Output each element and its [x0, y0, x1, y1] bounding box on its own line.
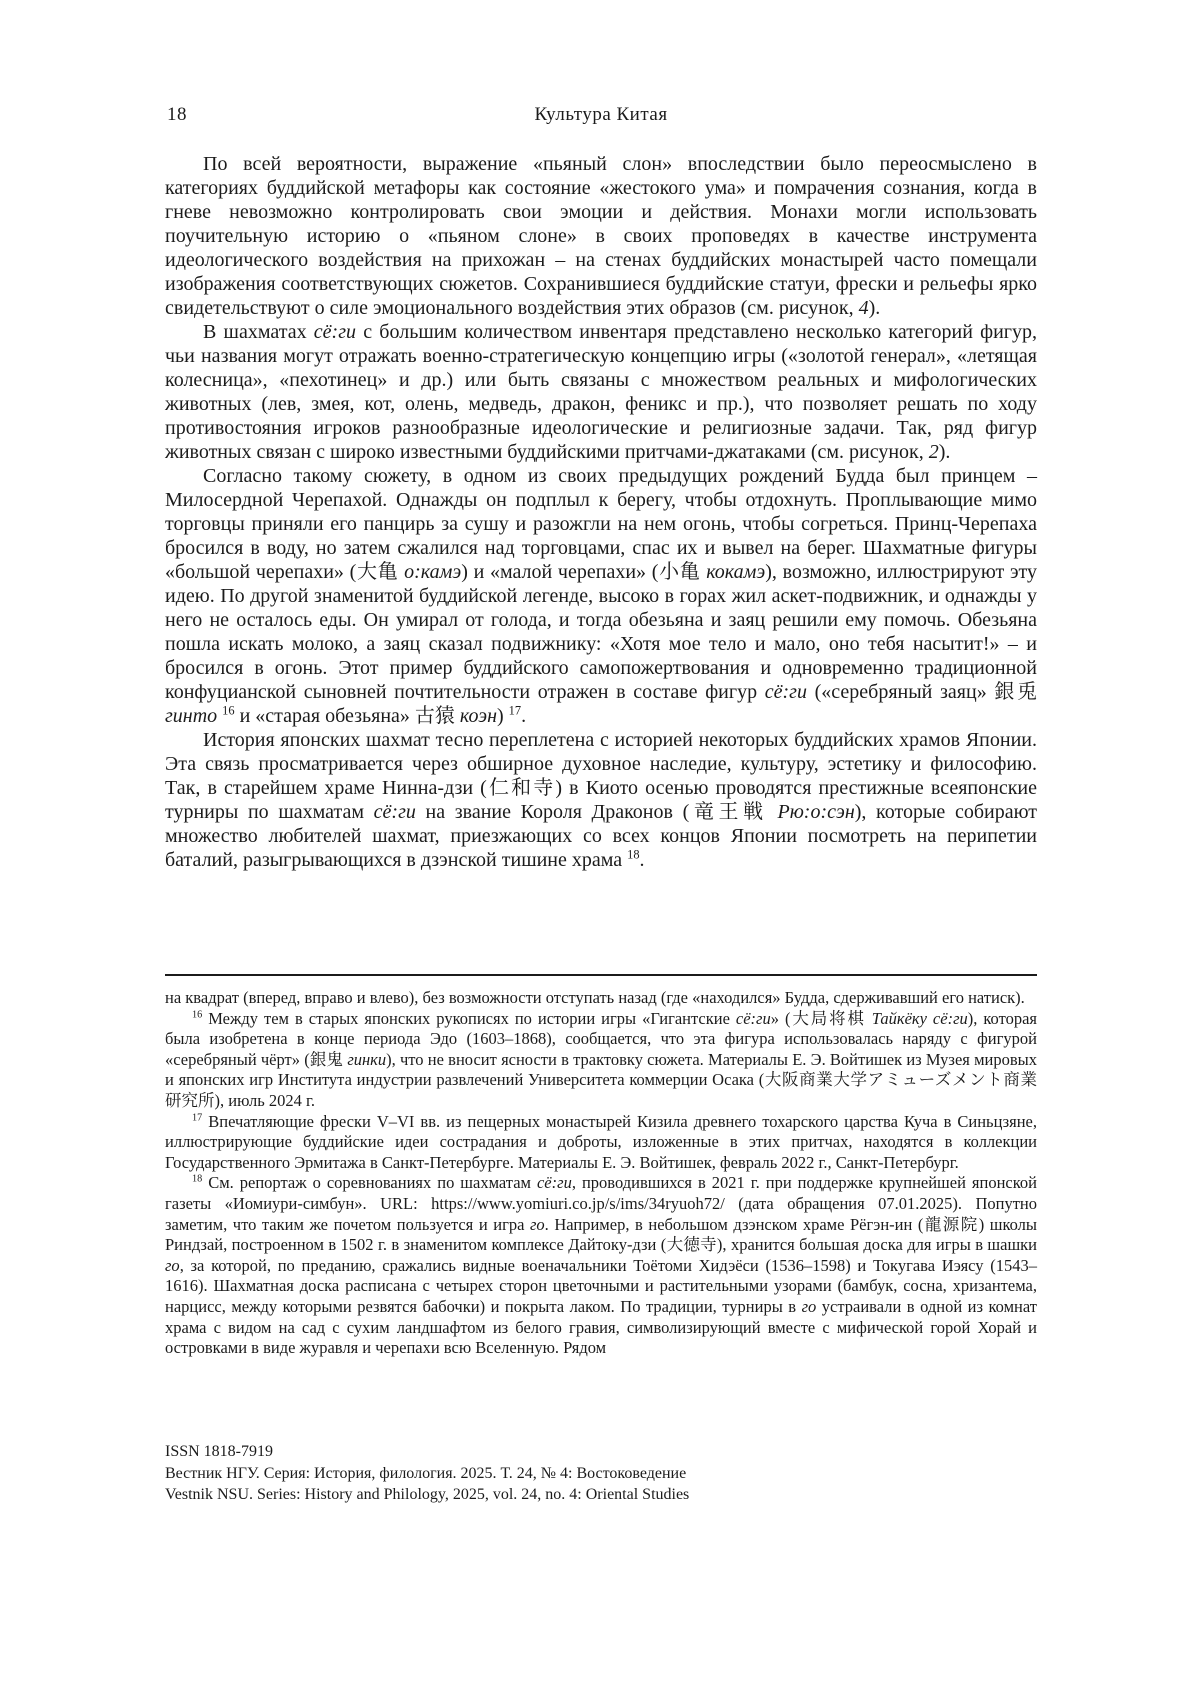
- italic-term: Тайкёку сё:ги: [871, 1008, 968, 1028]
- footer-journal-en: Vestnik NSU. Series: History and Philology, 2025, vol. 24, no. 4: Oriental Studies: [165, 1486, 690, 1503]
- italic-term: го: [165, 1255, 180, 1275]
- italic-term: 2: [928, 441, 939, 463]
- footnote-18: $^{18}$ См. репортаж о соревнованиях по шахматам сё:ги, проводившихся в 2021 г. при поддержке крупнейшей японской газеты «Иомиури-симбун». URL: https://www.yomiuri.co.jp/s/ims/34ryuoh72/ (дата обращения 07.01.2025). Попутно заметим, что таким же почетом пользуется и игра го. Например, в небольшом дзэнском храме Рёгэн-ин (龍源院) школы Риндзай, построенном в 1502 г. в знаменитом комплексе Дайтоку-дзи (大徳寺), хранится большая доска для игры в шашки го, за которой, по преданию, сражались видные военачальники Тоётоми Хидэёси (1536–1598) и Токугава Иэясу (1543–1616). Шахматная доска расписана с четырех сторон цветочными и растительными узорами (бамбук, сосна, хризантема, нарцисс, между которыми резвятся бабочки) и покрыта лаком. По традиции, турниры в го устраивали в одной из комнат храма с видом на сад с сухим ландшафтом из белого гравия, символизирующий вместе с мифической горой Хорай и островками в виде журавля и черепахи всю Вселенную. Рядом: [165, 1173, 1037, 1358]
- body-paragraph: История японских шахмат тесно переплетена с историей некоторых буддийских храмов Японии. Эта связь просматривается через обширное духовное наследие, культуру, эстетику и философию. Так, в старейшем храме Нинна-дзи (仁和寺) в Киото осенью проводятся престижные всеяпонские турниры по шахматам сё:ги на звание Короля Драконов (竜王戦 Рю:о:сэн), которые собирают множество любителей шахмат, приезжающих со всех концов Японии посмотреть на перипетии баталий, разыгрывающихся в дзэнской тишине храма $^{18}$.: [165, 729, 1037, 871]
- footnotes-section: [165, 988, 1037, 1359]
- italic-term: Рю:о:сэн: [777, 801, 855, 823]
- footnote-ref: 17: [192, 1112, 203, 1124]
- page-number: 18: [167, 104, 187, 125]
- footnote-ref: 16: [222, 703, 235, 718]
- footnote-ref: 18: [192, 1173, 203, 1185]
- body-paragraph: В шахматах сё:ги с большим количеством инвентаря представлено несколько категорий фигур, чьи названия могут отражать военно-стратегическую концепцию игры («золотой генерал», «летящая колесница», «пехотинец» и др.) или быть связаны с множеством реальных и мифологических животных (лев, змея, кот, олень, медведь, дракон, феникс и пр.), что позволяет решать по ходу противостояния игроков разнообразные идеологические и религиозные задачи. Так, ряд фигур животных связан с широко известными буддийскими притчами-джатаками (см. рисунок, 2).: [165, 321, 1037, 463]
- italic-term: гинто: [165, 705, 218, 727]
- italic-term: кокамэ: [706, 561, 766, 583]
- running-title: Культура Китая: [534, 104, 668, 125]
- footnote-divider: [165, 974, 1037, 976]
- footnote-continuation: на квадрат (вперед, вправо и влево), без возможности отступать назад (где «находился» Будда, сдерживавший его натиск).: [165, 988, 1025, 1007]
- footnote-ref: 17: [508, 703, 522, 718]
- body-paragraph: Согласно такому сюжету, в одном из своих предыдущих рождений Будда был принцем – Милосердной Черепахой. Однажды он подплыл к берегу, чтобы отдохнуть. Проплывающие мимо торговцы приняли его панцирь за сушу и разожгли на нем огонь, чтобы согреться. Принц-Черепаха бросился в воду, но затем сжалился над торговцами, спас их и вывел на берег. Шахматные фигуры «большой черепахи» (大亀 о:камэ) и «малой черепахи» (小亀 кокамэ), возможно, иллюстрируют эту идею. По другой знаменитой буддийской легенде, высоко в горах жил аскет-подвижник, и однажды у него не осталось еды. Он умирал от голода, и тогда обезьяна и заяц решили ему помочь. Обезьяна пошла искать молоко, а заяц сказал подвижнику: «Хотя мое тело и мало, оно тебя насытит!» – и бросился в огонь. Этот пример буддийского самопожертвования и одновременно традиционной конфуцианской сыновней почтительности отражен в составе фигур сё:ги («серебряный заяц» 銀兎 гинто $^{16}$ и «старая обезьяна» 古猿 коэн) $^{17}$.: [165, 465, 1038, 727]
- italic-term: сё:ги: [313, 321, 356, 343]
- footnote-16: $^{16}$ Между тем в старых японских рукописях по истории игры «Гигантские сё:ги» (大局将棋 Тайкёку сё:ги), которая была изобретена в конце периода Эдо (1603–1868), сообщается, что эта фигура использовалась наряду с фигурой «серебряный чёрт» (銀鬼 гинки), что не вносит ясности в трактовку сюжета. Материалы Е. Э. Войтишек из Музея мировых и японских игр Института индустрии развлечений Университета коммерции Осака (大阪商業大学アミューズメント商業研究所), июль 2024 г.: [165, 1008, 1037, 1110]
- italic-term: сё:ги: [764, 681, 807, 703]
- footnote-17: $^{17}$ Впечатляющие фрески V–VI вв. из пещерных монастырей Кизила древнего тохарского царства Куча в Синьцзяне, иллюстрирующие буддийские идеи сострадания и доброты, изложенные в этих притчах, находятся в коллекции Государственного Эрмитажа в Санкт-Петербурге. Материалы Е. Э. Войтишек, февраль 2022 г., Санкт-Петербург.: [165, 1111, 1037, 1172]
- footer-issn: ISSN 1818-7919: [165, 1443, 274, 1460]
- italic-term: сё:ги: [735, 1008, 771, 1028]
- url-text: https://www.yomiuri.co.jp/s/ims/34ryuoh72/: [431, 1193, 725, 1213]
- footnote-ref: 16: [192, 1009, 203, 1021]
- italic-term: коэн: [459, 705, 497, 727]
- italic-term: го: [801, 1296, 817, 1316]
- italic-term: го: [529, 1214, 545, 1234]
- footer-journal-ru: Вестник НГУ. Серия: История, филология. 2025. Т. 24, № 4: Востоковедение: [165, 1464, 687, 1482]
- body-paragraph: По всей вероятности, выражение «пьяный слон» впоследствии было переосмыслено в категориях буддийской метафоры как состояние «жестокого ума» и помрачения сознания, когда в гневе невозможно контролировать свои эмоции и действия. Монахи могли использовать поучительную историю о «пьяном слоне» в своих проповедях в качестве инструмента идеологического воздействия на прихожан – на стенах буддийских монастырей часто помещали изображения соответствующих сюжетов. Сохранившиеся буддийские статуи, фрески и рельефы ярко свидетельствуют о силе эмоционального воздействия этих образов (см. рисунок, 4).: [165, 153, 1037, 319]
- journal-footer: [165, 1441, 689, 1506]
- italic-term: о:камэ: [404, 561, 462, 583]
- page-header: [165, 104, 1037, 134]
- italic-term: 4: [858, 297, 869, 319]
- footnote-ref: 18: [627, 847, 640, 862]
- italic-term: сё:ги: [373, 801, 416, 823]
- italic-term: гинки: [347, 1049, 387, 1069]
- article-body: [165, 152, 1037, 872]
- italic-term: сё:ги: [536, 1173, 572, 1193]
